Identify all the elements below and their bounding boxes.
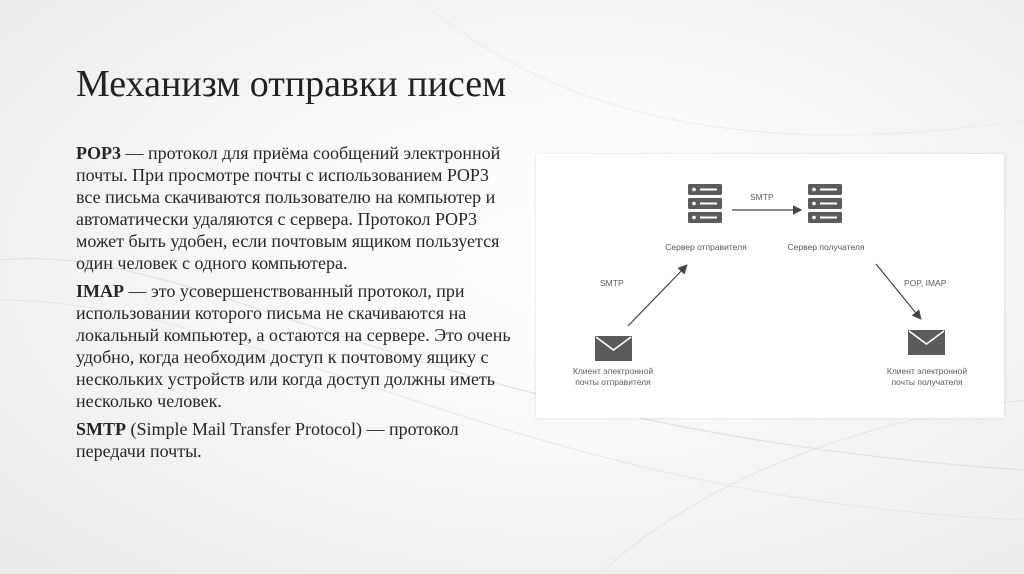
receiver-client-line1: Клиент электронной bbox=[886, 366, 968, 376]
imap-description: — это усовершенствованный протокол, при использовании которого письма не скачиваются на локальный компьютер, а остаются на сервере. Это очень удобно, когда необходим доступ к почтовому ящику с нескольких устройств или когда доступ должны иметь несколько человек. bbox=[76, 281, 511, 411]
sender-server-label: Сервер отправителя bbox=[665, 242, 747, 252]
sender-client-label bbox=[558, 366, 668, 388]
arrow-label-server-to-server: SMTP bbox=[750, 192, 774, 202]
receiver-server-label: Сервер получателя bbox=[787, 242, 865, 252]
sender-client-line1: Клиент электронной bbox=[572, 366, 654, 376]
arrow-server-to-client bbox=[876, 264, 920, 318]
receiver-client-label bbox=[872, 366, 982, 388]
slide-body bbox=[76, 142, 516, 468]
paragraph-smtp bbox=[76, 418, 516, 462]
sender-envelope-icon bbox=[595, 336, 633, 362]
sender-server-icon bbox=[688, 184, 724, 226]
pop3-description: — протокол для приёма сообщений электронной почты. При просмотре почты с использованием POP3 все письма скачиваются пользователю на компьютер и автоматически удаляются с сервера. Протокол POP3 может быть удобен, если почтовым ящиком пользуется один человек с одного компьютера. bbox=[76, 143, 501, 273]
paragraph-imap bbox=[76, 280, 516, 412]
receiver-envelope-icon bbox=[908, 330, 946, 356]
slide-title: Механизм отправки писем bbox=[76, 63, 507, 105]
receiver-server-icon bbox=[808, 184, 844, 226]
arrow-client-to-server bbox=[628, 266, 686, 326]
smtp-description: (Simple Mail Transfer Protocol) — протокол передачи почты. bbox=[76, 419, 459, 461]
paragraph-pop3 bbox=[76, 142, 516, 274]
term-smtp: SMTP bbox=[76, 419, 127, 439]
arrow-label-server-to-client: POP, IMAP bbox=[904, 278, 947, 288]
receiver-client-line2: почты получателя bbox=[891, 377, 963, 387]
mail-flow-diagram bbox=[536, 154, 1004, 418]
sender-client-line2: почты отправителя bbox=[575, 377, 651, 387]
term-imap: IMAP bbox=[76, 281, 124, 301]
arrow-label-client-to-server: SMTP bbox=[600, 278, 624, 288]
term-pop3: POP3 bbox=[76, 143, 121, 163]
